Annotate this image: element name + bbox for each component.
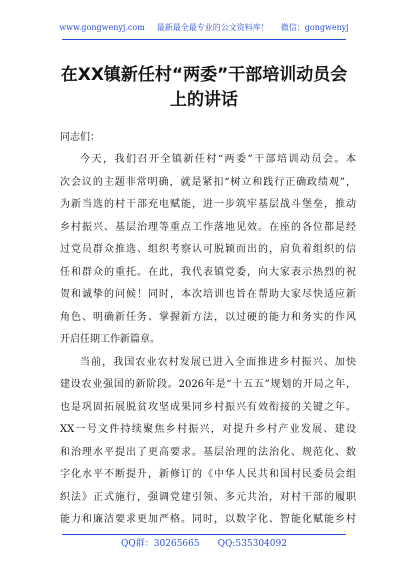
paragraph-1 xyxy=(60,149,356,352)
header-slogan: 最新最全最专业的公文资料库！ xyxy=(156,23,269,32)
paragraph-line: 字化水平不断提升，新修订的《中华人民共和国村民委员会组 xyxy=(60,469,356,480)
header-divider xyxy=(62,39,346,40)
paragraph-line: 为新当选的村干部充电赋能，进一步筑牢基层战斗堡垒，推动 xyxy=(60,199,356,210)
greeting: 同志们： xyxy=(60,132,100,143)
header-website[interactable]: www.gongwenyj.com xyxy=(59,23,145,32)
paragraph-line: 能力和廉洁要求更加严格。同时，以数字化、智能化赋能乡村 xyxy=(60,514,356,525)
paragraph-line: 次会议的主题非常明确，就是紧扣“树立和践行正确政绩观”， xyxy=(60,176,356,188)
paragraph-line: 贺和诚挚的问候！同时，本次培训也旨在帮助大家尽快适应新 xyxy=(60,289,356,300)
page-header xyxy=(0,22,408,33)
footer-divider xyxy=(62,534,346,535)
page-footer xyxy=(0,536,408,549)
document-body xyxy=(60,127,356,532)
paragraph-line: 织法》正式施行，强调党建引领、多元共治，对村干部的履职 xyxy=(60,491,356,503)
paragraph-line: 开启任期工作新篇章。 xyxy=(60,334,160,345)
paragraph-line: 当前，我国农业农村发展已进入全面推进乡村振兴、加快 xyxy=(80,356,356,368)
paragraph-line: 过党员群众推选、组织考察认可脱颖而出的，肩负着组织的信 xyxy=(60,244,356,255)
paragraph-2 xyxy=(60,352,356,532)
title-line: 在XX镇新任村“两委”干部培训动员会 xyxy=(60,65,348,85)
document-title xyxy=(40,63,368,113)
paragraph-line: 建设农业强国的新阶段。2026年是“十五五”规划的开局之年， xyxy=(60,379,356,390)
paragraph-line: 也是巩固拓展脱贫攻坚成果同乡村振兴有效衔接的关键之年。 xyxy=(60,401,356,413)
footer-qq: QQ:535304092 xyxy=(217,539,287,549)
paragraph-line: 乡村振兴、基层治理等重点工作落地见效。在座的各位都是经 xyxy=(60,221,356,233)
title-line: 上的讲话 xyxy=(170,90,238,110)
paragraph-line: 和治理水平提出了更高要求。基层治理的法治化、规范化、数 xyxy=(60,446,356,458)
header-wechat: 微信：gongwenyj xyxy=(280,23,349,32)
paragraph-line: XX一号文件持续聚焦乡村振兴，对提升乡村产业发展、建设 xyxy=(60,424,356,435)
paragraph-line: 角色、明确新任务、掌握新方法，以过硬的能力和务实的作风 xyxy=(60,311,356,323)
footer-qq-group: QQ群：30265665 xyxy=(121,539,200,549)
paragraph-line: 今天，我们召开全镇新任村“两委”干部培训动员会。本 xyxy=(80,154,356,165)
paragraph-line: 任和群众的重托。在此，我代表镇党委，向大家表示热烈的祝 xyxy=(60,266,356,278)
